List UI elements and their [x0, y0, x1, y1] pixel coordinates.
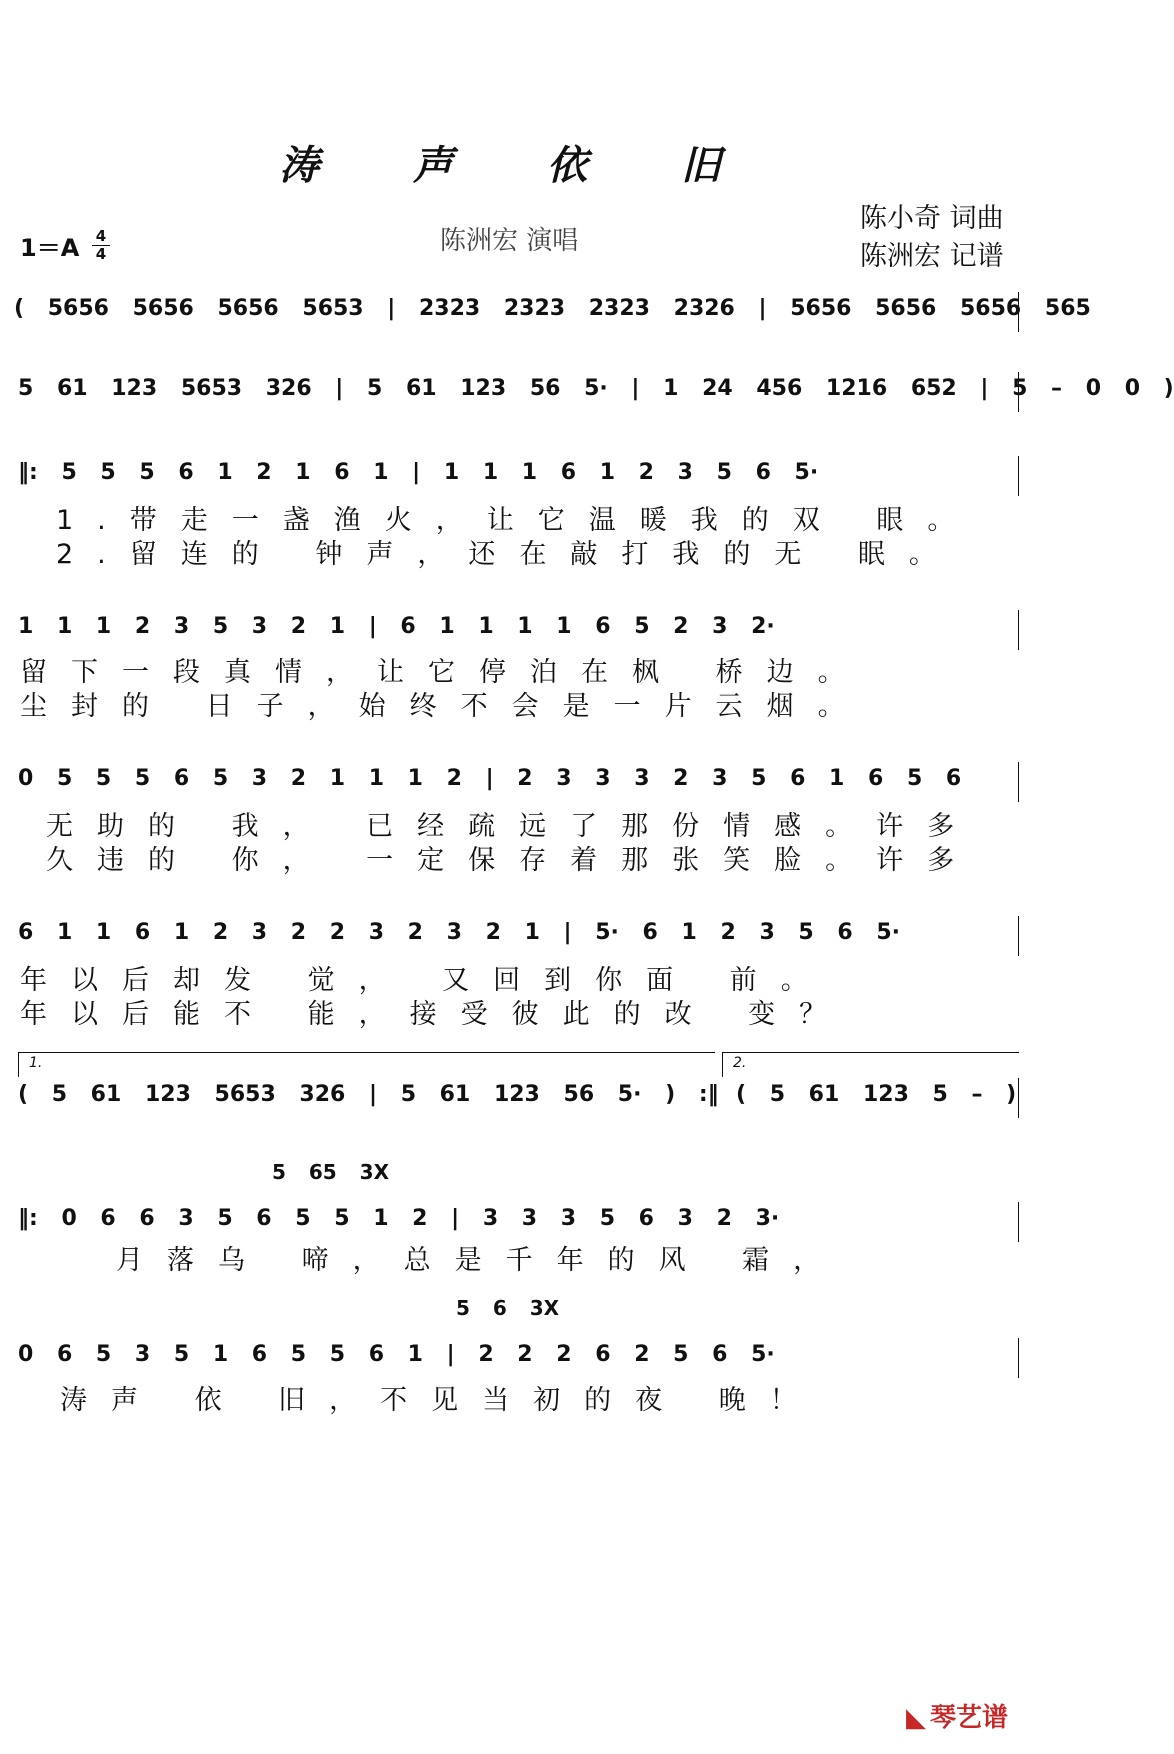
volta-2 — [722, 1052, 1019, 1077]
time-signature-top: 4 — [92, 228, 110, 246]
barline — [1018, 1338, 1019, 1378]
logo-mark-icon: ◣ — [905, 1703, 926, 1733]
transcriber-credit: 陈洲宏 记谱 — [860, 241, 1004, 272]
system6-lyric2: 年以后能不 能，接受彼此的改 变？ — [20, 999, 851, 1030]
barline — [1018, 762, 1019, 802]
system3-lyric1: 1.带走一盏渔火，让它温暖我的双 眼。 — [56, 505, 979, 536]
system7b-notes: ( 5 61 123 5 – ) — [736, 1082, 1017, 1107]
system5-lyric1: 无助的 我， 已经疏远了那份情感。许多 — [46, 811, 979, 842]
site-logo — [906, 1697, 1008, 1734]
system9-notes: 0 6 5 3 5 1 6 5 5 6 1 | 2 2 2 6 2 5 6 5· — [18, 1342, 775, 1367]
system8-lyric: 月落乌 啼，总是千年的风 霜， — [116, 1245, 845, 1276]
barline — [1018, 916, 1019, 956]
system3-lyric2: 2.留连的 钟声，还在敲打我的无 眠。 — [56, 539, 960, 570]
system3-notes: ‖: 5 5 5 6 1 2 1 6 1 | 1 1 1 6 1 2 3 5 6 5· — [18, 460, 819, 485]
barline — [1018, 372, 1019, 412]
time-signature — [92, 228, 110, 263]
system5-notes: 0 5 5 5 6 5 3 2 1 1 1 2 | 2 3 3 3 2 3 5 6 1 6 5 6 — [18, 766, 962, 791]
system6-lyric1: 年以后却发 觉， 又回到你面 前。 — [20, 965, 832, 996]
volta-1 — [18, 1052, 715, 1077]
barline — [1018, 456, 1019, 496]
composer-credit: 陈小奇 词曲 — [860, 203, 1004, 234]
volta-2-label: 2. — [733, 1055, 747, 1071]
barline — [1018, 292, 1019, 332]
barline — [1018, 1078, 1019, 1118]
key-signature: 1＝A — [20, 234, 80, 262]
system4-notes: 1 1 1 2 3 5 3 2 1 | 6 1 1 1 1 6 5 2 3 2· — [18, 614, 775, 639]
system9-lyric: 涛声 依 旧，不见当初的夜 晚！ — [60, 1385, 821, 1416]
system1-notes: ( 5656 5656 5656 5653 | 2323 2323 2323 2326 | 5656 5656 5656 565 — [14, 296, 1091, 321]
system8-notes: ‖: 0 6 6 3 5 6 5 5 1 2 | 3 3 3 5 6 3 2 3· — [18, 1206, 780, 1231]
barline — [1018, 1202, 1019, 1242]
singer-credit: 陈洲宏 演唱 — [440, 226, 579, 256]
logo-text: 琴艺谱 — [929, 1703, 1008, 1733]
system6-notes: 6 1 1 6 1 2 3 2 2 3 2 3 2 1 | 5· 6 1 2 3 5 6 5· — [18, 920, 901, 945]
system8-overlay-notes: 5 65 3X — [272, 1160, 390, 1184]
time-signature-bottom: 4 — [95, 245, 107, 263]
volta-1-label: 1. — [29, 1055, 43, 1071]
song-title: 涛 声 依 旧 — [279, 142, 761, 189]
system4-lyric1: 留下一段真情，让它停泊在枫 桥边。 — [20, 657, 869, 688]
system5-lyric2: 久违的 你， 一定保存着那张笑脸。许多 — [46, 845, 979, 876]
credits — [860, 200, 1004, 276]
system9-overlay-notes: 5 6 3X — [456, 1296, 560, 1320]
system4-lyric2: 尘封的 日子，始终不会是一片云烟。 — [20, 691, 869, 722]
system2-notes: 5 61 123 5653 326 | 5 61 123 56 5· | 1 24 456 1216 652 | 5 – 0 0 ) — [18, 376, 1174, 401]
system7-notes: ( 5 61 123 5653 326 | 5 61 123 56 5· ) :‖ — [18, 1082, 719, 1107]
barline — [1018, 610, 1019, 650]
